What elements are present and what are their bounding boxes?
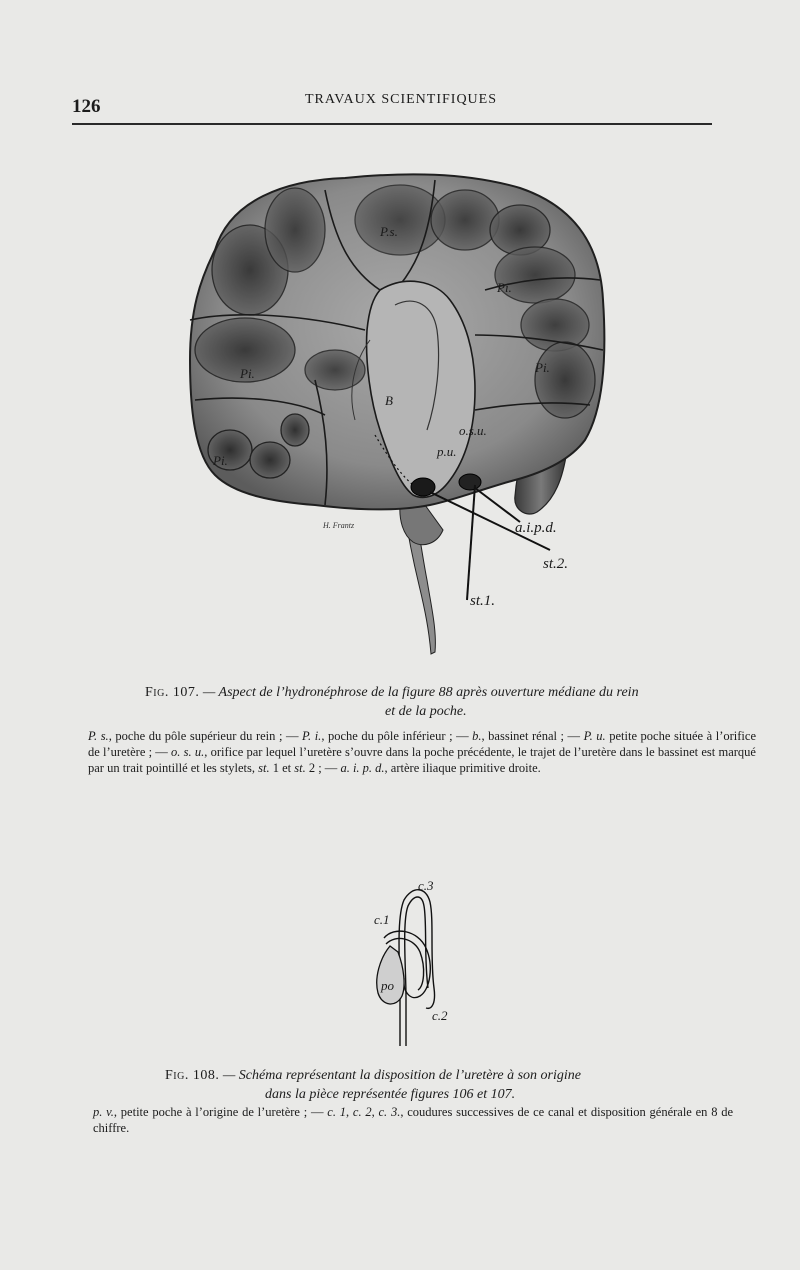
- label-pi-right: Pi.: [535, 360, 550, 375]
- legend-text: , orifice par lequel l’uretère s’ouvre dans la poche précédente, le trajet de l’uretère dans le bassinet est marqué par un trait pointillé et les stylets,: [88, 745, 756, 775]
- page-number: 126: [72, 96, 101, 117]
- legend-abbr: st.: [258, 761, 270, 775]
- figure-107-title-line2: et de la poche.: [385, 704, 467, 719]
- label-st1: st.1.: [470, 593, 496, 609]
- header-rule: [72, 123, 712, 125]
- figure-108-legend: [93, 1104, 733, 1136]
- figure-108-schematic: [360, 878, 470, 1048]
- legend-abbr: a. i. p. d.: [340, 761, 385, 775]
- label-b: B: [385, 393, 393, 408]
- legend-abbr: P. i.: [302, 729, 322, 743]
- figure-107-illustration: [175, 160, 625, 660]
- legend-abbr: st.: [294, 761, 306, 775]
- legend-text: , poche du pôle inférieur ; —: [321, 729, 473, 743]
- legend-abbr: p. v.: [93, 1105, 114, 1119]
- legend-abbr: c. 1: [327, 1105, 346, 1119]
- figure-107-caption: [145, 683, 755, 721]
- label-pi-left: Pi.: [240, 366, 255, 381]
- legend-text: 2 ; —: [305, 761, 341, 775]
- legend-text: ,: [345, 1105, 353, 1119]
- legend-abbr: P. u.: [583, 729, 606, 743]
- figure-107-number: Fig. 107.: [145, 685, 200, 700]
- label-pi-top-right: Pi.: [497, 280, 512, 295]
- legend-text: , coudures successives de ce canal et disposition générale en 8 de chiffre.: [93, 1105, 734, 1135]
- legend-text: 1 et: [269, 761, 295, 775]
- label-osu: o.s.u.: [459, 423, 487, 438]
- figure-108-title-line2: dans la pièce représentée figures 106 et 107.: [265, 1087, 516, 1102]
- legend-abbr: o. s. u.: [171, 745, 205, 759]
- artist-signature: H. Frantz: [323, 521, 355, 530]
- label-st2: st.2.: [543, 556, 569, 572]
- small-pocket-orifice: [459, 474, 481, 490]
- label-po: po: [381, 978, 394, 993]
- small-pouch: [377, 946, 404, 1004]
- label-pi-bottom-left: Pi.: [213, 453, 228, 468]
- running-head: TRAVAUX SCIENTIFIQUES: [305, 92, 498, 107]
- legend-text: , poche du pôle supérieur du rein ; —: [108, 729, 303, 743]
- label-pu: p.u.: [437, 444, 457, 459]
- legend-abbr: c. 2: [352, 1105, 372, 1119]
- label-c1: c.1: [374, 912, 390, 927]
- legend-text: ,: [371, 1105, 379, 1119]
- figure-107-title-line1: — Aspect de l’hydronéphrose de la figure 88 après ouverture médiane du rein: [199, 685, 639, 700]
- legend-abbr: P. s.: [88, 729, 109, 743]
- label-aipd: a.i.p.d.: [515, 520, 557, 536]
- legend-text: , artère iliaque primitive droite.: [384, 761, 541, 775]
- figure-108-caption: [165, 1066, 685, 1104]
- legend-abbr: b.: [472, 729, 482, 743]
- legend-abbr: c. 3.: [378, 1105, 401, 1119]
- label-c3: c.3: [418, 878, 434, 893]
- legend-text: , bassinet rénal ; —: [481, 729, 584, 743]
- figure-107-legend: [88, 728, 756, 776]
- figure-108-title-line1: — Schéma représentant la disposition de l’uretère à son origine: [219, 1068, 581, 1083]
- legend-text: , petite poche à l’origine de l’uretère ; —: [113, 1105, 328, 1119]
- figure-108-number: Fig. 108.: [165, 1068, 220, 1083]
- legend-text: petite poche située à l’orifice de l’uretère ; —: [88, 729, 756, 759]
- label-ps: P.s.: [380, 224, 398, 239]
- label-c2: c.2: [432, 1008, 448, 1023]
